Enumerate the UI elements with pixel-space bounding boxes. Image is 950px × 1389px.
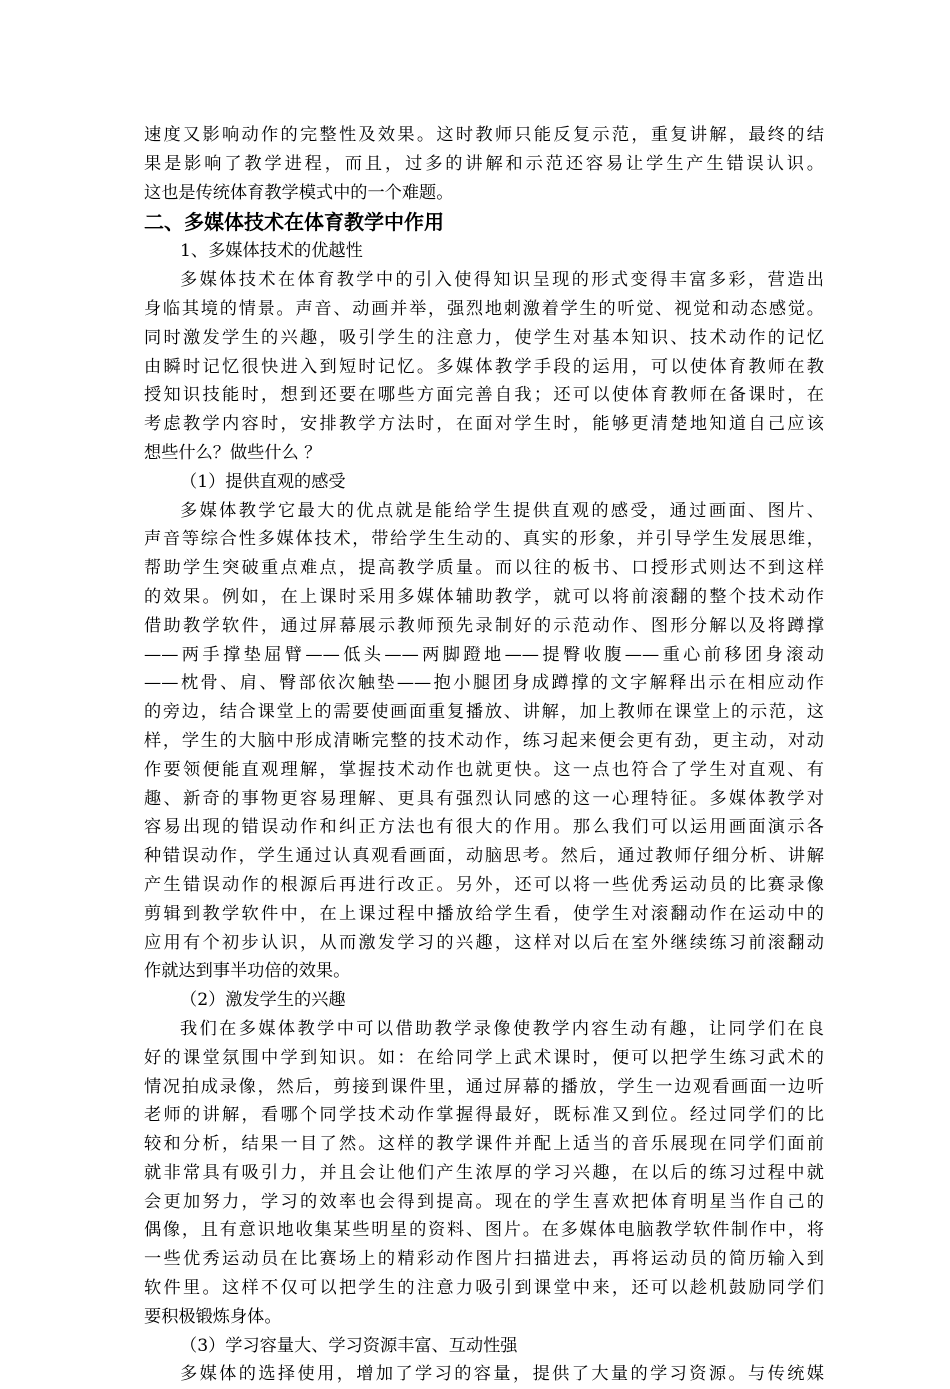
intro-paragraph <box>144 121 824 207</box>
text-line: 应用有个初步认识，从而激发学习的兴趣，这样对以后在室外继续练习前滚翻动 <box>144 932 824 953</box>
text-line: 考虑教学内容时，安排教学方法时，在面对学生时，能够更清楚地知道自己应该 <box>144 414 824 435</box>
paragraph-advantages <box>144 266 824 468</box>
text-line: 想些什么？做些什么 ？ <box>144 442 322 463</box>
text-line: 就非常具有吸引力，并且会让他们产生浓厚的学习兴趣，在以后的练习过程中就 <box>144 1162 824 1183</box>
text-line: 较和分析，结果一目了然。这样的教学课件并配上适当的音乐展现在同学们面前 <box>144 1134 824 1155</box>
paragraph-interest <box>144 1015 824 1332</box>
text-line: 果是影响了教学进程，而且，过多的讲解和示范还容易让学生产生错误认识。 <box>144 153 824 174</box>
text-line: 容易出现的错误动作和纠正方法也有很大的作用。那么我们可以运用画面演示各 <box>144 817 824 838</box>
text-line: ——两手撑垫屈臂——低头——两脚蹬地——提臀收腹——重心前移团身滚动 <box>144 644 824 665</box>
text-line: 样，学生的大脑中形成清晰完整的技术动作，练习起来便会更有劲，更主动，对动 <box>144 730 824 751</box>
point-title-2: （2）激发学生的兴趣 <box>180 990 346 1011</box>
text-line: 作要领便能直观理解，掌握技术动作也就更快。这一点也符合了学生对直观、有 <box>144 759 824 780</box>
text-line: 要积极锻炼身体。 <box>144 1306 282 1327</box>
text-line: 多媒体技术在体育教学中的引入使得知识呈现的形式变得丰富多彩，营造出 <box>180 270 824 291</box>
text-line: 我们在多媒体教学中可以借助教学录像使教学内容生动有趣，让同学们在良 <box>180 1018 824 1039</box>
text-line: 的效果。例如，在上课时采用多媒体辅助教学，就可以将前滚翻的整个技术动作 <box>144 586 824 607</box>
text-line: 会更加努力，学习的效率也会得到提高。现在的学生喜欢把体育明星当作自己的 <box>144 1191 824 1212</box>
point-title-3: （3）学习容量大、学习资源丰富、互动性强 <box>180 1335 518 1356</box>
text-line: 帮助学生突破重点难点，提高教学质量。而以往的板书、口授形式则达不到这样 <box>144 558 824 579</box>
text-line: 授知识技能时，想到还要在哪些方面完善自我；还可以使体育教师在备课时，在 <box>144 385 824 406</box>
subsection-title: 1、多媒体技术的优越性 <box>180 241 363 262</box>
text-line: 老师的讲解，看哪个同学技术动作掌握得最好，既标准又到位。经过同学们的比 <box>144 1105 824 1126</box>
text-line: 软件里。这样不仅可以把学生的注意力吸引到课堂中来，还可以趁机鼓励同学们 <box>144 1278 824 1299</box>
paragraph-capacity <box>144 1360 824 1389</box>
section-title: 二、多媒体技术在体育教学中作用 <box>144 210 444 235</box>
text-line: 这也是传统体育教学模式中的一个难题。 <box>144 182 454 203</box>
text-line: ——枕骨、肩、臀部依次触垫——抱小腿团身成蹲撑的文字解释出示在相应动作 <box>144 673 824 694</box>
text-line: 声音等综合性多媒体技术，带给学生生动的、真实的形象，并引导学生发展思维， <box>144 529 824 550</box>
text-line: 剪辑到教学软件中，在上课过程中播放给学生看，使学生对滚翻动作在运动中的 <box>144 903 824 924</box>
text-line: 趣、新奇的事物更容易理解、更具有强烈认同感的这一心理特征。多媒体教学对 <box>144 788 824 809</box>
text-line: 情况拍成录像，然后，剪接到课件里，通过屏幕的播放，学生一边观看画面一边听 <box>144 1076 824 1097</box>
text-line: 由瞬时记忆很快进入到短时记忆。多媒体教学手段的运用，可以使体育教师在教 <box>144 356 824 377</box>
text-line: 好的课堂氛围中学到知识。如：在给同学上武术课时，便可以把学生练习武术的 <box>144 1047 824 1068</box>
text-line: 多媒体教学它最大的优点就是能给学生提供直观的感受，通过画面、图片、 <box>180 500 824 521</box>
text-line: 作就达到事半功倍的效果。 <box>144 961 351 982</box>
text-line: 产生错误动作的根源后再进行改正。另外，还可以将一些优秀运动员的比赛录像 <box>144 874 824 895</box>
text-line: 身临其境的情景。声音、动画并举，强烈地刺激着学生的听觉、视觉和动态感觉。 <box>144 298 824 319</box>
text-line: 同时激发学生的兴趣，吸引学生的注意力，使学生对基本知识、技术动作的记忆 <box>144 327 824 348</box>
text-line: 的旁边，结合课堂上的需要使画面重复播放、讲解，加上教师在课堂上的示范，这 <box>144 702 824 723</box>
text-line: 种错误动作，学生通过认真观看画面，动脑思考。然后，通过教师仔细分析、讲解 <box>144 846 824 867</box>
document-body <box>144 121 824 1389</box>
text-line: 多媒体的选择使用，增加了学习的容量，提供了大量的学习资源。与传统媒 <box>180 1364 824 1385</box>
point-title-1: （1）提供直观的感受 <box>180 471 346 492</box>
text-line: 一些优秀运动员在比赛场上的精彩动作图片扫描进去，再将运动员的简历输入到 <box>144 1249 824 1270</box>
text-line: 借助教学软件，通过屏幕展示教师预先录制好的示范动作、图形分解以及将蹲撑 <box>144 615 824 636</box>
paragraph-intuitive <box>144 497 824 987</box>
text-line: 偶像，且有意识地收集某些明星的资料、图片。在多媒体电脑教学软件制作中，将 <box>144 1220 824 1241</box>
text-line: 速度又影响动作的完整性及效果。这时教师只能反复示范，重复讲解，最终的结 <box>144 125 824 145</box>
